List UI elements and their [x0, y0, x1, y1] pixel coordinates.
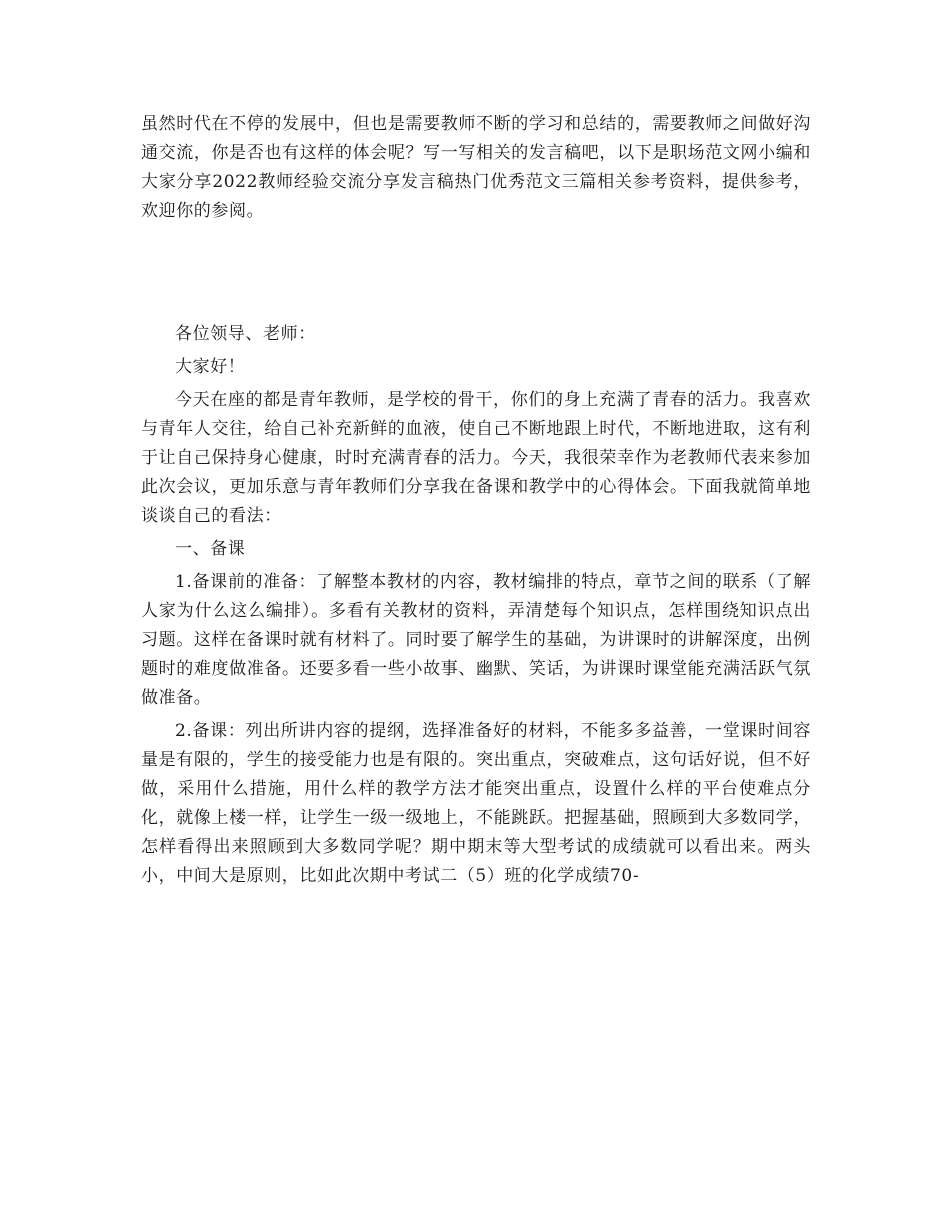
section-heading-lesson-prep: 一、备课 — [175, 539, 246, 559]
intro-section — [141, 110, 811, 230]
body-paragraph-prep-before: 1.备课前的准备：了解整本教材的内容，教材编排的特点，章节之间的联系（了解人家为什么这么编排）。多看有关教材的资料，弄清楚每个知识点，怎样围绕知识点出习题。这样在备课时就有材料了。同时要了解学生的基础，为讲课时的讲解深度，出例题时的难度做准备。还要多看一些小故事、幽默、笑话，为讲课时课堂能充满活跃气氛做准备。 — [141, 572, 811, 708]
greeting: 大家好！ — [175, 357, 246, 377]
salutation: 各位领导、老师： — [175, 324, 316, 344]
speech-body — [141, 320, 811, 895]
body-paragraph-opening: 今天在座的都是青年教师，是学校的骨干，你们的身上充满了青春的活力。我喜欢与青年人交往，给自己补充新鲜的血液，使自己不断地跟上时代，不断地进取，这有利于让自己保持身心健康，时时充满青春的活力。今天，我很荣幸作为老教师代表来参加此次会议，更加乐意与青年教师们分享我在备课和教学中的心得体会。下面我就简单地谈谈自己的看法： — [141, 390, 811, 526]
body-paragraph-prep: 2.备课：列出所讲内容的提纲，选择准备好的材料，不能多多益善，一堂课时间容量是有限的，学生的接受能力也是有限的。突出重点，突破难点，这句话好说，但不好做，采用什么措施，用什么样的教学方法才能突出重点，设置什么样的平台使难点分化，就像上楼一样，让学生一级一级地上，不能跳跃。把握基础，照顾到大多数同学，怎样看得出来照顾到大多数同学呢？期中期末等大型考试的成绩就可以看出来。两头小，中间大是原则，比如此次期中考试二（5）班的化学成绩70- — [141, 721, 811, 886]
intro-paragraph: 虽然时代在不停的发展中，但也是需要教师不断的学习和总结的，需要教师之间做好沟通交流，你是否也有这样的体会呢？写一写相关的发言稿吧，以下是职场范文网小编和大家分享2022教师经验交流分享发言稿热门优秀范文三篇相关参考资料，提供参考，欢迎你的参阅。 — [141, 114, 811, 221]
